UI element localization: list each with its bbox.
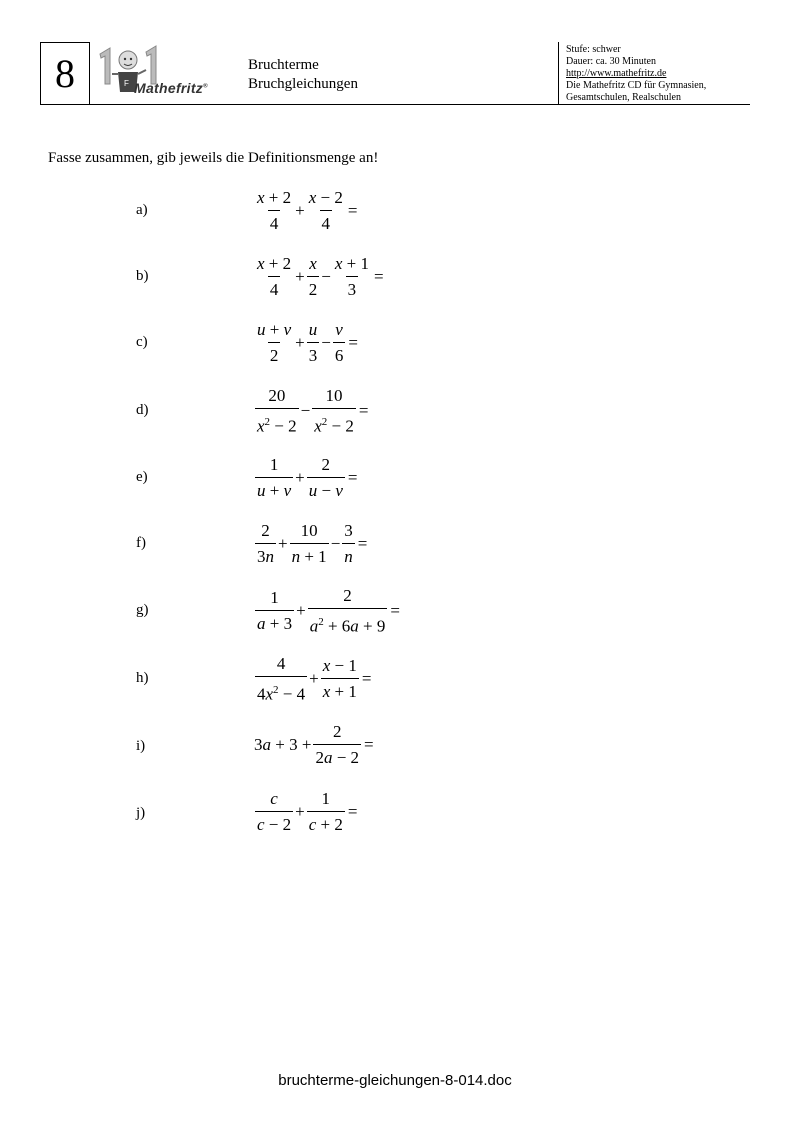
exercise-j [0,789,790,839]
expression: $\frac{1}{a + 3}$ + $\frac{2}{a^2 + 6a + 9}$ = [257,586,400,636]
topic-line-2: Bruchgleichungen [248,76,358,92]
exercise-label: d) [136,402,149,418]
exercise-g [0,586,790,636]
exercise-d [0,386,790,436]
meta-stufe: Stufe: schwer [566,44,621,55]
meta-url-link[interactable]: http://www.mathefritz.de [566,68,667,79]
instruction: Fasse zusammen, gib jeweils die Definitionsmenge an! [48,150,379,166]
exercise-label: j) [136,805,146,821]
topic-line-1: Bruchterme [248,57,319,73]
exercise-label: h) [136,670,149,686]
exercise-label: e) [136,469,148,485]
grade-box: 8 [40,42,90,105]
exercise-label: c) [136,334,148,350]
header-meta [566,44,706,104]
expression: $\frac{u + v}{2}$ + $\frac{u}{3}$ − $\frac{v}{6}$ = [257,320,358,365]
exercise-label: f) [136,535,146,551]
header-separator [558,42,559,104]
svg-text:F: F [124,79,129,88]
exercise-h [0,654,790,704]
expression: $\frac{2}{3n}$ + $\frac{10}{n + 1}$ − $\frac{3}{n}$ = [257,521,368,566]
exercise-label: g) [136,602,149,618]
meta-cd-line-2: Gesamtschulen, Realschulen [566,92,681,103]
logo-text: Mathefritz [134,80,204,96]
expression: $\frac{c}{c - 2}$ + $\frac{1}{c + 2}$ = [257,789,358,834]
expression: $\frac{4}{4x^2 - 4}$ + $\frac{x - 1}{x + 1}$ = [257,654,372,704]
expression: $\frac{x + 2}{4}$ + $\frac{x - 2}{4}$ = [257,188,358,233]
expression: $\frac{x + 2}{4}$ + $\frac{x}{2}$ − $\frac{x + 1}{3}$ = [257,254,384,299]
exercise-label: i) [136,738,146,754]
mathefritz-logo: F Mathefritz® [94,44,234,102]
exercise-b [0,252,790,302]
exercise-f [0,519,790,569]
exercise-label: b) [136,268,149,284]
meta-dauer: Dauer: ca. 30 Minuten [566,56,656,67]
exercise-label: a) [136,202,148,218]
expression: $\frac{20}{x^2 - 2}$ − $\frac{10}{x^2 - 2}$ = [257,386,369,436]
exercise-a [0,186,790,236]
footer-filename: bruchterme-gleichungen-8-014.doc [278,1072,512,1089]
header-rule [40,104,750,105]
meta-cd-line-1: Die Mathefritz CD für Gymnasien, [566,80,707,91]
expression: 3a + 3 + $\frac{2}{2a - 2}$ = [254,722,374,767]
exercise-i [0,722,790,772]
exercise-c [0,318,790,368]
exercise-e [0,453,790,503]
topic [248,56,358,94]
expression: $\frac{1}{u + v}$ + $\frac{2}{u - v}$ = [257,455,358,500]
